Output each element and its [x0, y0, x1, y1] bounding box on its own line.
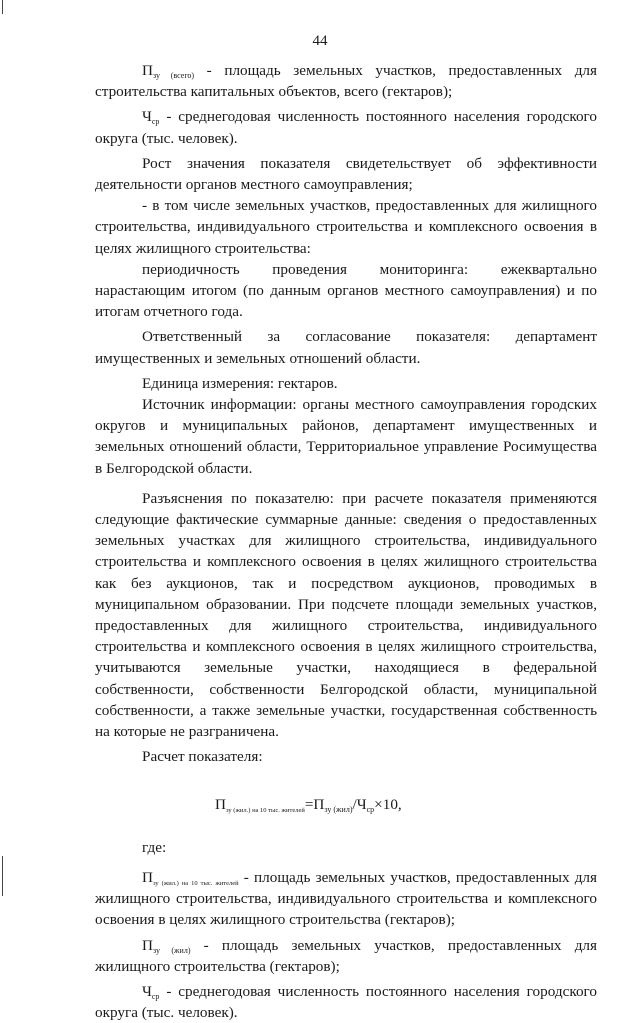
symbol-subscript: ср [151, 991, 160, 1001]
def-pzu-total [95, 60, 597, 102]
paragraph-responsible: Ответственный за согласование показателя: департамент имущественных и земельных отношений области. [95, 328, 597, 367]
def-pzu-housing [95, 935, 597, 977]
scan-edge-line-top [2, 0, 3, 14]
formula-tail: ×10, [374, 795, 402, 813]
definition-text: - площадь земельных участков, предоставленных для жилищного строительства (гектаров); [95, 936, 597, 975]
definition-text: - среднегодовая численность постоянного населения городского округа (тыс. человек). [95, 108, 597, 147]
definition-text: - среднегодовая численность постоянного населения городского округа (тыс. человек). [95, 982, 597, 1022]
def-chsr [95, 106, 597, 148]
formula-rhs-subscript-2: ср [366, 804, 375, 814]
paragraph-periodicity: периодичность проведения мониторинга: ежеквартально нарастающим итогом (по данным органов местного самоуправления) и по итогам отчетного года. [95, 260, 597, 321]
formula-equals: = [304, 795, 314, 813]
formula-rhs-symbol-1: П [313, 795, 325, 813]
paragraph-explanation: Разъяснения по показателю: при расчете показателя применяются следующие фактические суммарные данные: сведения о предоставленных земельных участках для жилищного строительства, индивидуального строительства и комплексного освоения в целях жилищного строительства как без аукционов, так и посредством аукционов, проводимых в муниципальном образовании. При подсчете площади земельных участков, предоставленных для жилищного строительства, индивидуального строительства и комплексного освоения в целях жилищного строительства, учитываются земельные участки, находящиеся в федеральной собственности, собственности Белгородской области, муниципальной собственности, а также земельные участки, государственная собственность на которые не разграничена. [95, 489, 597, 741]
scan-edge-line-bottom [2, 856, 3, 896]
symbol-subscript: зу (жил.) на 10 тыс. жителей [152, 879, 239, 887]
paragraph-source: Источник информации: органы местного самоуправления городских округов и муниципальных районов, департамент имущественных и земельных отношений области, Территориальное управление Росимущества в Белгородской области. [95, 396, 597, 477]
paragraph-housing-subset: - в том числе земельных участков, предоставленных для жилищного строительства, индивидуального строительства и комплексного освоения в целях жилищного строительства: [95, 197, 597, 257]
formula-divide: / [352, 795, 357, 813]
symbol-subscript: зу (всего) [152, 71, 195, 80]
definition-text: - площадь земельных участков, предоставленных для строительства капитальных объектов, всего (гектаров); [95, 62, 597, 101]
symbol-subscript: зу (жил) [152, 945, 191, 955]
formula [95, 794, 597, 815]
document-body [95, 60, 597, 1023]
symbol: П [142, 62, 153, 79]
symbol: П [142, 936, 153, 954]
paragraph-where: где: [142, 838, 167, 856]
def-chsr-2 [95, 981, 597, 1023]
def-pzu-per-10k [95, 867, 597, 931]
paragraph-growth: Рост значения показателя свидетельствует об эффективности деятельности органов местного самоуправления; [95, 154, 597, 194]
formula-rhs-symbol-2: Ч [356, 795, 367, 813]
symbol: Ч [142, 108, 152, 126]
definition-text: - площадь земельных участков, предоставленных для жилищного строительства, индивидуального строительства и комплексного освоения в целях жилищного строительства (гектаров); [95, 868, 597, 929]
formula-lhs-subscript: зу (жил.) на 10 тыс. жителей [225, 806, 305, 814]
symbol-subscript: ср [151, 117, 160, 127]
formula-rhs-subscript-1: зу (жил) [324, 804, 353, 814]
paragraph-calculation-heading: Расчет показателя: [142, 748, 263, 766]
page-number: 44 [312, 33, 328, 49]
symbol: П [142, 868, 153, 886]
paragraph-unit: Единица измерения: гектаров. [142, 374, 338, 392]
formula-lhs-symbol: П [215, 795, 226, 813]
symbol: Ч [142, 982, 152, 1000]
